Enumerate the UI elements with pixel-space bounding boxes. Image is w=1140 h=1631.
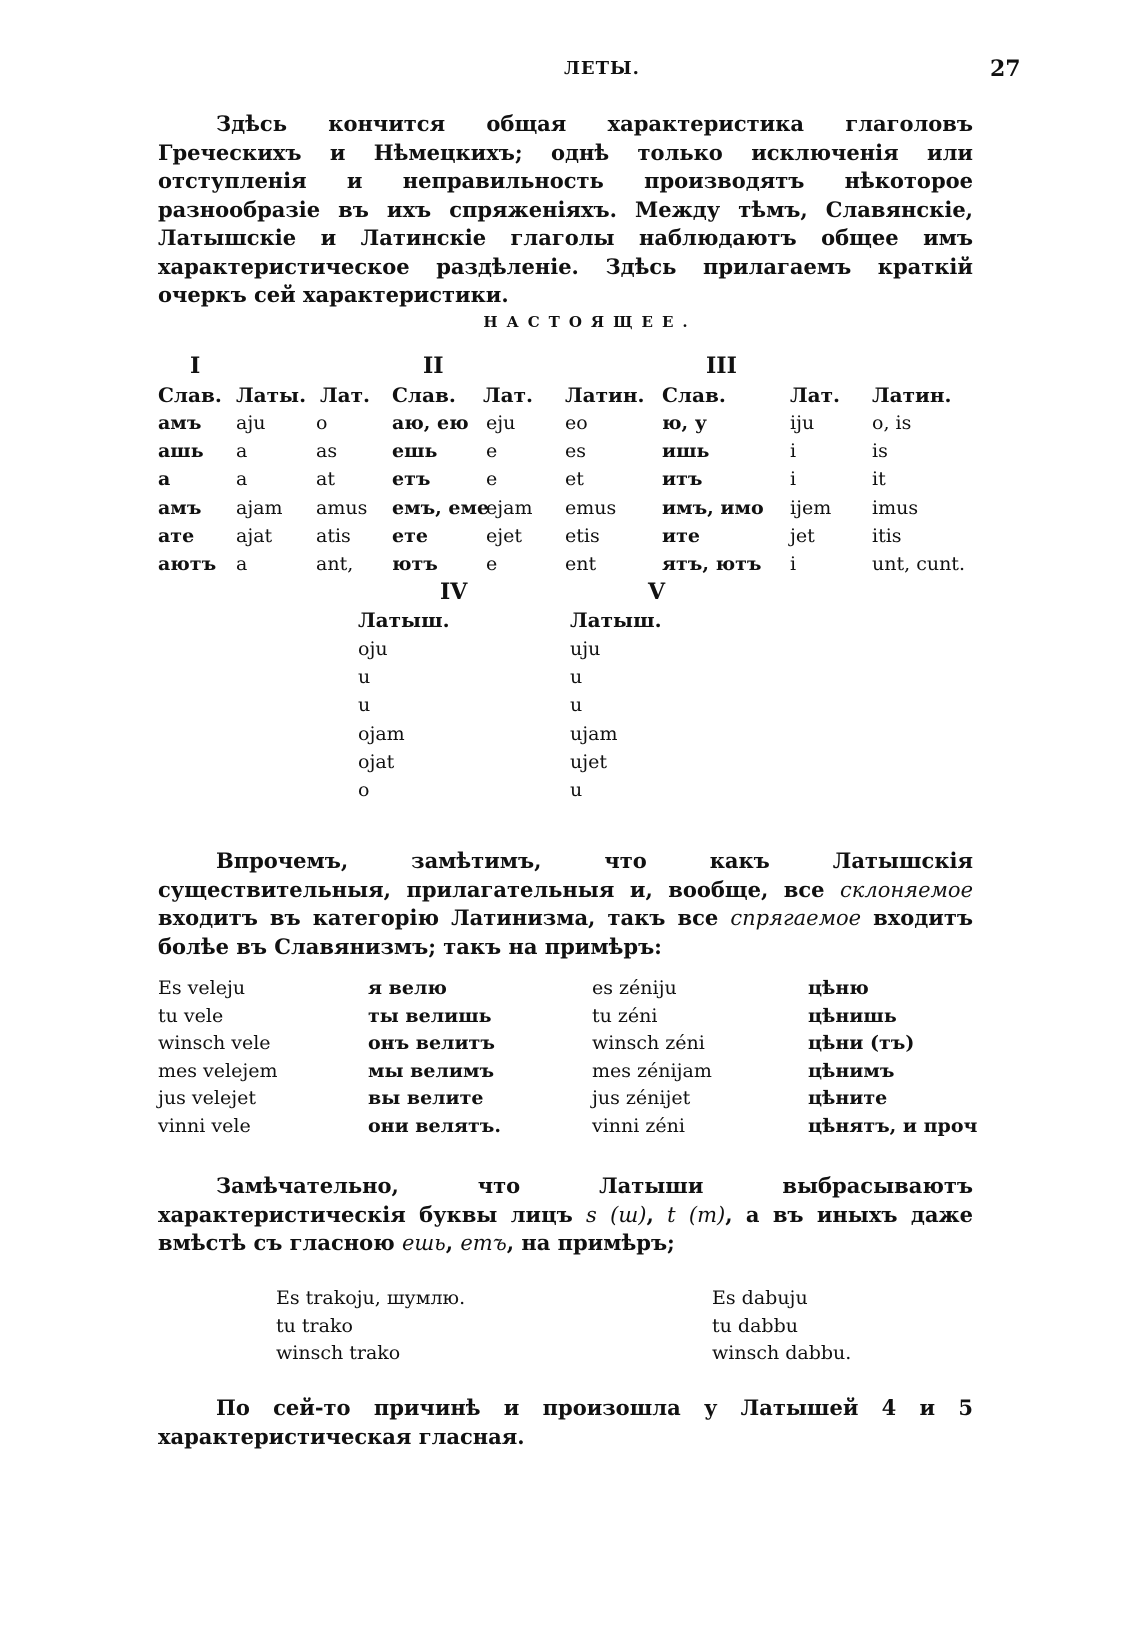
example-line: вы велите	[368, 1087, 484, 1109]
paragraph-latinism	[158, 847, 973, 961]
italic-term: спрягаемое	[730, 906, 862, 930]
table-cell: o	[316, 412, 328, 434]
example-line: Es dabuju	[712, 1287, 808, 1309]
table-cell: ите	[662, 524, 700, 547]
table-cell: аю, ею	[392, 412, 469, 434]
table-cell: ujam	[570, 722, 618, 745]
group-numeral-1: I	[190, 353, 201, 379]
intro-paragraph: Здѣсь кончится общая характеристика глаголовъ Греческихъ и Нѣмецкихъ; однѣ только исключенія или отступленія и неправильность производятъ нѣкоторое разнообразіе въ ихъ спряженіяхъ. Между тѣмъ, Славянскіе, Латышскіе и Латинскіе глаголы наблюдаютъ общее имъ характеристическое раздѣленіе. Здѣсь прилагаемъ краткій очеркъ сей характеристики.	[158, 111, 973, 307]
example-line: Es veleju	[158, 977, 246, 999]
table-cell: ишь	[662, 440, 710, 463]
column-header: Слав.	[158, 383, 222, 407]
table-cell: ете	[392, 524, 428, 547]
table-cell: u	[358, 666, 371, 689]
table-cell: ajat	[236, 524, 273, 547]
table-column	[790, 409, 831, 578]
table-column	[392, 409, 489, 578]
italic-term: склоняемое	[840, 877, 973, 902]
table-cell: ijem	[790, 496, 832, 519]
table-cell: a	[236, 552, 248, 575]
group-numeral-5: V	[648, 579, 666, 605]
column-header: Латин.	[872, 383, 952, 407]
text-run: , на примѣръ;	[506, 1230, 675, 1255]
table-cell: а	[158, 468, 171, 491]
italic-letter: s	[586, 1202, 597, 1227]
italic-ending: ешь	[401, 1231, 446, 1255]
example-column	[276, 1285, 465, 1368]
table-column	[662, 409, 764, 578]
table-cell: eju	[486, 412, 516, 434]
table-cell: atis	[316, 524, 351, 547]
column-header: Латыш.	[358, 608, 450, 632]
table-cell: jet	[790, 524, 815, 547]
table-cell: et	[565, 468, 584, 491]
table-cell: ejet	[486, 524, 523, 547]
table-cell: imus	[872, 496, 919, 519]
column-header: Слав.	[392, 383, 456, 407]
text-run: , а въ иныхъ даже вмѣстѣ съ гласною	[158, 1201, 973, 1255]
example-line: mes velejem	[158, 1059, 278, 1082]
table-cell: e	[486, 552, 498, 575]
column-header: Латы.	[236, 383, 307, 407]
example-line: vinni vele	[158, 1114, 251, 1137]
table-column	[570, 635, 617, 804]
italic-ending: етъ	[460, 1231, 507, 1255]
table-column	[486, 409, 532, 578]
example-line: tu zéni	[592, 1004, 658, 1027]
table-cell: unt, cunt.	[872, 552, 965, 575]
example-line: tu trako	[276, 1314, 353, 1337]
table-cell: u	[570, 666, 583, 689]
example-line: мы велимъ	[368, 1059, 495, 1082]
example-line: я велю	[368, 977, 447, 999]
table-column	[872, 409, 965, 578]
example-line: ты велишь	[368, 1004, 492, 1027]
example-line: es zéniju	[592, 977, 677, 999]
example-line: vinni zéni	[592, 1114, 685, 1137]
table-cell: is	[872, 440, 888, 463]
example-column	[592, 975, 712, 1140]
table-column	[158, 409, 216, 578]
example-column	[808, 975, 977, 1140]
table-cell: ате	[158, 524, 195, 547]
table-cell: i	[790, 552, 797, 575]
table-cell: it	[872, 468, 886, 491]
column-header: Латыш.	[570, 608, 662, 632]
table-cell: u	[358, 694, 371, 717]
example-line: цѣнишь	[808, 1004, 897, 1027]
table-cell: i	[790, 468, 797, 491]
table-column	[316, 409, 367, 578]
table-cell: e	[486, 440, 498, 463]
example-line: tu dabbu	[712, 1314, 798, 1337]
table-cell: iju	[790, 412, 815, 434]
table-column	[236, 409, 283, 578]
table-cell: eo	[565, 412, 588, 434]
page-header	[0, 58, 1140, 88]
text-run: входитъ болѣе въ Славянизмъ; такъ на примѣръ:	[158, 905, 973, 959]
table-cell: ejam	[486, 496, 533, 519]
table-cell: o	[358, 778, 370, 801]
example-line: winsch dabbu.	[712, 1342, 852, 1364]
table-cell: itis	[872, 524, 902, 547]
group-numeral-2: II	[423, 353, 444, 379]
italic-letter: (т)	[688, 1202, 726, 1227]
text-run: Впрочемъ, замѣтимъ, что какъ Латышскія существительныя, прилагательныя и, вообще, все	[158, 848, 973, 902]
column-header: Лат.	[483, 383, 533, 407]
example-line: цѣните	[808, 1087, 888, 1109]
paragraph-conclusion: По сей-то причинѣ и произошла у Латышей 4 и 5 характеристическая гласная.	[158, 1395, 973, 1449]
example-line: tu vele	[158, 1004, 224, 1027]
table-cell: амъ	[158, 412, 202, 434]
table-cell: ant,	[316, 552, 354, 575]
table-cell: ajam	[236, 496, 283, 519]
table-cell: es	[565, 440, 586, 463]
table-column	[565, 409, 616, 578]
table-cell: ojat	[358, 750, 395, 773]
table-cell: ujet	[570, 750, 608, 773]
group-numeral-3: III	[706, 353, 737, 379]
table-cell: at	[316, 468, 335, 491]
italic-letter: t	[667, 1202, 676, 1227]
table-cell: u	[570, 778, 583, 801]
example-line: онъ велитъ	[368, 1032, 495, 1054]
table-cell: u	[570, 694, 583, 717]
example-line: winsch vele	[158, 1032, 271, 1054]
example-column	[712, 1285, 851, 1368]
example-line: Es trakoju, шумлю.	[276, 1287, 466, 1309]
table-cell: ojam	[358, 722, 405, 745]
example-line: цѣнимъ	[808, 1059, 895, 1082]
table-cell: oju	[358, 638, 388, 660]
text-run: входитъ въ категорію Латинизма, такъ все	[158, 905, 731, 930]
table-cell: etis	[565, 524, 600, 547]
table-cell: a	[236, 440, 248, 463]
table-cell: ю, у	[662, 412, 707, 434]
table-cell: амъ	[158, 496, 202, 519]
table-cell: o, is	[872, 412, 912, 434]
italic-letter: (ш)	[610, 1202, 647, 1227]
table-cell: ашь	[158, 440, 204, 463]
example-line: цѣни (тъ)	[808, 1032, 915, 1054]
table-cell: amus	[316, 496, 368, 519]
example-line: цѣню	[808, 977, 869, 999]
example-column	[158, 975, 278, 1140]
table-cell: итъ	[662, 468, 703, 491]
table-cell: aju	[236, 412, 266, 434]
column-header: Лат.	[790, 383, 840, 407]
table-cell: emus	[565, 496, 617, 519]
example-line: winsch zéni	[592, 1032, 705, 1054]
example-line: цѣнятъ, и проч	[808, 1114, 978, 1137]
table-cell: имъ, имо	[662, 496, 764, 519]
page-number: 27	[990, 56, 1021, 82]
table-cell: аютъ	[158, 552, 217, 575]
running-head: ЛЕТЫ.	[564, 58, 640, 79]
table-cell: i	[790, 440, 797, 463]
column-header: Латин.	[565, 383, 645, 407]
table-cell: as	[316, 440, 338, 463]
paragraph-person-endings: Замѣчательно, что Латыши выбрасываютъ характеристическія буквы лицъ s (ш), t (т), а въ иныхъ даже вмѣстѣ съ гласною ешь, етъ, на примѣръ;	[158, 1173, 973, 1255]
table-cell: ешь	[392, 440, 438, 463]
example-line: winsch trako	[276, 1342, 401, 1364]
table-cell: ent	[565, 552, 597, 575]
table-column	[358, 635, 405, 804]
section-title: НАСТОЯЩЕЕ.	[483, 313, 697, 331]
table-cell: e	[486, 468, 498, 491]
table-cell: uju	[570, 638, 601, 660]
table-cell: емъ, еме	[392, 496, 490, 519]
example-line: jus zénijet	[592, 1087, 691, 1109]
table-cell: a	[236, 468, 248, 491]
column-header: Слав.	[662, 383, 726, 407]
example-line: jus velejet	[158, 1087, 256, 1109]
example-line: они велятъ.	[368, 1114, 501, 1137]
table-cell: етъ	[392, 468, 431, 491]
table-cell: ютъ	[392, 552, 438, 575]
column-header: Лат.	[320, 383, 370, 407]
group-numeral-4: IV	[440, 579, 468, 605]
example-column	[368, 975, 501, 1140]
table-cell: ятъ, ютъ	[662, 552, 762, 575]
text-run: Замѣчательно, что Латыши выбрасываютъ характеристическія буквы лицъ	[158, 1173, 973, 1227]
example-line: mes zénijam	[592, 1059, 712, 1082]
